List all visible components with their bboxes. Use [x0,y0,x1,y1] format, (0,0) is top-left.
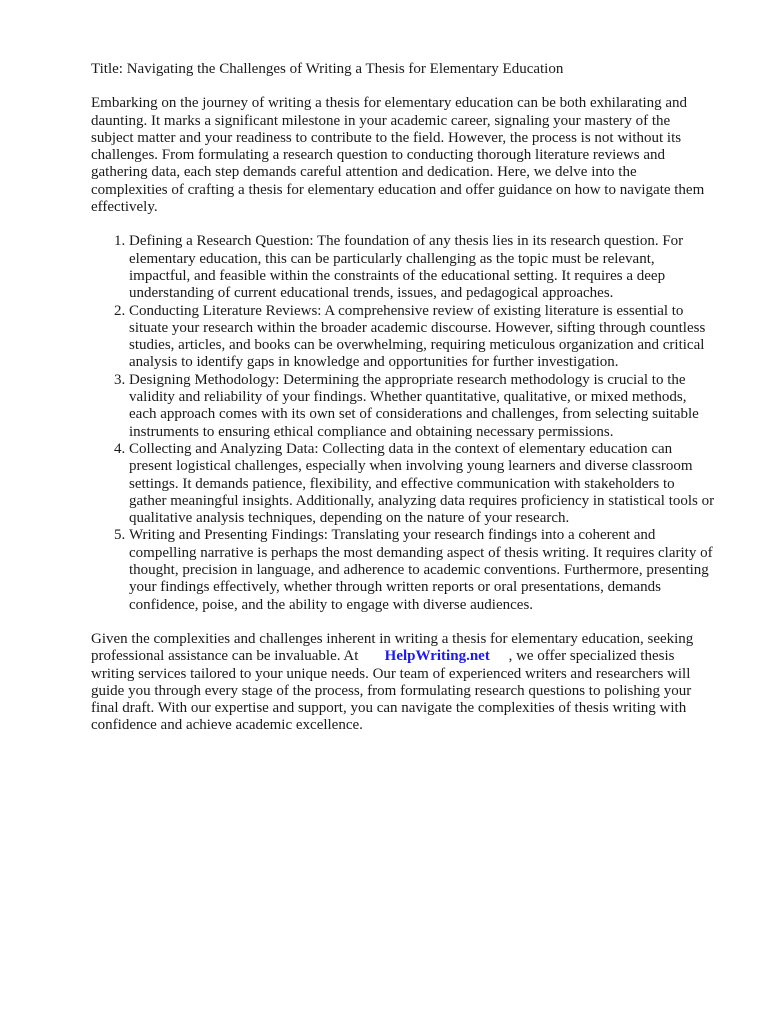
closing-text-after: , we offer specialized thesis writing services tailored to your unique needs. Our team of experienced writers and researchers will guide you through every stage of the process, from formulating research questions to polishing your final draft. With our expertise and support, you can navigate the complexities of thesis writing with confidence and achieve academic excellence. [91,648,692,734]
intro-paragraph: Embarking on the journey of writing a thesis for elementary education can be both exhilarating and daunting. It marks a significant milestone in your academic career, signaling your mastery of the subject matter and your readiness to contribute to the field. However, the process is not without its challenges. From formulating a research question to conducting thorough literature reviews and gathering data, each step demands careful attention and dedication. Here, we delve into the complexities of crafting a thesis for elementary education and offer guidance on how to navigate them effectively. [91,95,705,216]
list-item: 1. Defining a Research Question: The foundation of any thesis lies in its research question. For elementary education, this can be particularly challenging as the topic must be relevant, impactful, and feasible within the constraints of the educational setting. It requires a deep understanding of current educational trends, issues, and pedagogical approaches. [129,233,715,302]
helpwriting-link[interactable]: HelpWriting.net [384,648,490,665]
challenges-list [91,233,715,614]
closing-text-before: Given the complexities and challenges inherent in writing a thesis for elementary education, seeking professional assistance can be invaluable. At [91,630,694,665]
closing-paragraph [91,631,715,735]
document-title: Title: Navigating the Challenges of Writing a Thesis for Elementary Education [91,61,564,77]
document-page [91,61,715,752]
list-item: 2. Conducting Literature Reviews: A comprehensive review of existing literature is essential to situate your research within the broader academic discourse. However, sifting through countless studies, articles, and books can be overwhelming, requiring meticulous organization and critical analysis to identify gaps in knowledge and opportunities for further investigation. [129,303,715,372]
list-item: 3. Designing Methodology: Determining the appropriate research methodology is crucial to the validity and reliability of your findings. Whether quantitative, qualitative, or mixed methods, each approach comes with its own set of considerations and challenges, from selecting suitable instruments to ensuring ethical compliance and obtaining necessary permissions. [129,372,715,441]
list-item: 4. Collecting and Analyzing Data: Collecting data in the context of elementary education can present logistical challenges, especially when involving young learners and diverse classroom settings. It demands patience, flexibility, and effective communication with stakeholders to gather meaningful insights. Additionally, analyzing data requires proficiency in statistical tools or qualitative analysis techniques, depending on the nature of your research. [129,441,715,527]
list-item: 5. Writing and Presenting Findings: Translating your research findings into a coherent and compelling narrative is perhaps the most demanding aspect of thesis writing. It requires clarity of thought, precision in language, and adherence to academic conventions. Furthermore, presenting your findings effectively, whether through written reports or oral presentations, demands confidence, poise, and the ability to engage with diverse audiences. [129,527,715,613]
